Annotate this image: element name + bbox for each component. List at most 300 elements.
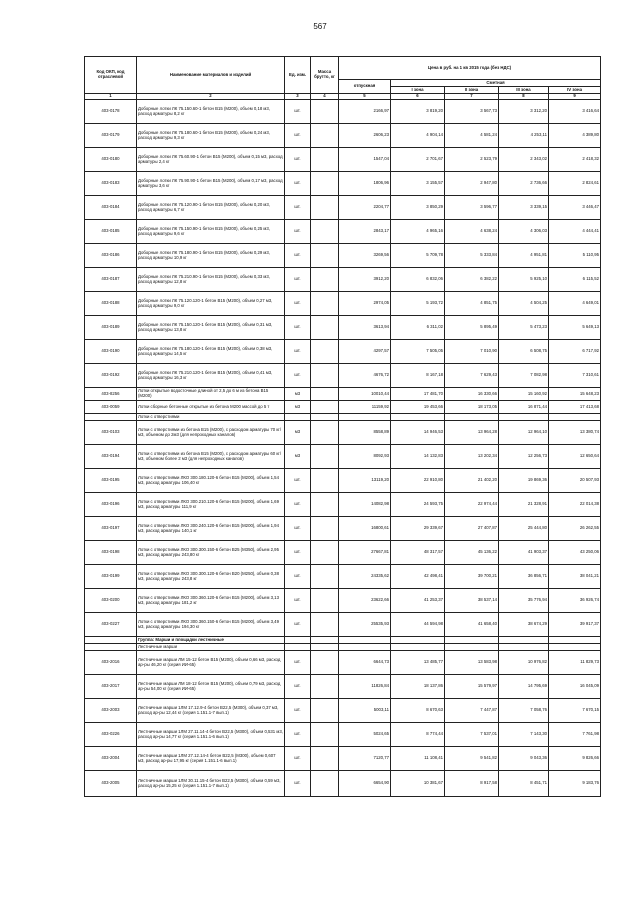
row-code <box>85 414 137 421</box>
row-code: 403-0199 <box>85 565 137 589</box>
row-name: Лотки сборные бетонные открытые из бетона М200 массой до 5 т <box>137 401 285 414</box>
row-mass <box>311 644 339 651</box>
row-zone-3-price: 7 058,76 <box>499 699 549 723</box>
table-row <box>85 220 601 244</box>
row-name: Доборные лотки ЛК 75.150.60-1 бетон В15 (М200), объем 0,18 м3, расход арматуры 8,2 кг <box>137 100 285 124</box>
row-zone-1-price: 14 946,53 <box>391 421 445 445</box>
row-zone-2-price: 7 629,43 <box>445 364 499 388</box>
row-zone-2-price: 39 700,21 <box>445 565 499 589</box>
row-unit: шт. <box>285 493 311 517</box>
row-unit: шт. <box>285 613 311 637</box>
header-unit: Ед. изм. <box>285 57 311 94</box>
row-code: 403-0188 <box>85 292 137 316</box>
table-row <box>85 565 601 589</box>
row-code: 403-0179 <box>85 124 137 148</box>
row-zone-2-price: 6 382,22 <box>445 268 499 292</box>
table-row <box>85 148 601 172</box>
header-zone-4: IV зона <box>549 87 601 94</box>
row-zone-3-price: 2 343,02 <box>499 148 549 172</box>
page-number: 567 <box>313 22 327 31</box>
row-mass <box>311 469 339 493</box>
row-zone-3-price: 19 869,36 <box>499 469 549 493</box>
table-row <box>85 493 601 517</box>
row-name: Доборные лотки ЛК 75.60.90-1 бетон В15 (М200), объем 0,15 м3, расход арматуры 2,4 кг <box>137 148 285 172</box>
table-row <box>85 340 601 364</box>
row-unit: шт. <box>285 148 311 172</box>
row-name: Лотки с отверстиями ЛКО 300.210.120-6 бетон В15 (М200), объем 1,69 м3, расход арматуры 111,9 кг <box>137 493 285 517</box>
row-unit: шт. <box>285 771 311 797</box>
row-zone-1-price: 5 709,78 <box>391 244 445 268</box>
row-zone-4-price: 9 183,76 <box>549 771 601 797</box>
row-release-price: 8092,93 <box>339 445 391 469</box>
table-row <box>85 589 601 613</box>
row-zone-4-price: 36 926,74 <box>549 589 601 613</box>
row-zone-2-price: 8 917,58 <box>445 771 499 797</box>
row-name: Доборные лотки ЛК 75.180.90-1 бетон В15 (М200), объем 0,29 м3, расход арматуры 10,9 кг <box>137 244 285 268</box>
table-row <box>85 637 601 644</box>
row-unit: шт. <box>285 100 311 124</box>
row-code: 403-0190 <box>85 340 137 364</box>
row-zone-1-price: 29 339,67 <box>391 517 445 541</box>
table-row <box>85 196 601 220</box>
row-release-price: 2843,17 <box>339 220 391 244</box>
column-number: 1 <box>85 94 137 100</box>
row-zone-2-price: 13 583,98 <box>445 651 499 675</box>
row-zone-4-price: 3 446,47 <box>549 196 601 220</box>
row-mass <box>311 124 339 148</box>
row-name: Лестничные марши 1ЛМ 27.12.14-4 бетон В22,5 (М300), объем 0,607 м3, расход ар-ры 17,95 кг (серия 1.151.1-6 вып.1) <box>137 747 285 771</box>
row-name: Лотки с отверстиями из бетона В15 (М200), с расходом арматуры 60 кг/м3, объемом более 2 м3 (для непроходных каналов) <box>137 445 285 469</box>
column-number: 7 <box>445 94 499 100</box>
table-row <box>85 469 601 493</box>
row-zone-3-price: 8 451,71 <box>499 771 549 797</box>
header-code: Код ОКП, код отраслевой <box>85 57 137 94</box>
row-zone-1-price <box>391 414 445 421</box>
column-number: 4 <box>311 94 339 100</box>
row-name: Доборные лотки ЛК 75.210.90-1 бетон В15 (М200), объем 0,33 м3, расход арматуры 12,8 кг <box>137 268 285 292</box>
row-zone-3-price: 12 256,73 <box>499 445 549 469</box>
row-code: 403-0227 <box>85 613 137 637</box>
row-zone-2-price: 18 173,05 <box>445 401 499 414</box>
header-zone-2: II зона <box>445 87 499 94</box>
row-name: Лотки с отверстиями ЛКО 300.360.120-6 бетон В15 (М200), объем 3,13 м3, расход арматуры 181,2 кг <box>137 589 285 613</box>
row-name: Лотки с отверстиями <box>137 414 285 421</box>
row-zone-4-price: 7 670,15 <box>549 699 601 723</box>
row-release-price: 3912,20 <box>339 268 391 292</box>
table-row <box>85 401 601 414</box>
row-unit <box>285 644 311 651</box>
row-zone-2-price: 15 579,97 <box>445 675 499 699</box>
row-zone-2-price: 4 581,24 <box>445 124 499 148</box>
row-zone-4-price <box>549 644 601 651</box>
row-code: 403-2004 <box>85 747 137 771</box>
row-zone-1-price: 13 485,77 <box>391 651 445 675</box>
row-zone-1-price: 8 167,18 <box>391 364 445 388</box>
row-name: Лотки с отверстиями из бетона В15 (М200), с расходом арматуры 70 кг/м3, объемом до 2м3 (для непроходных каналов) <box>137 421 285 445</box>
row-zone-2-price: 13 202,34 <box>445 445 499 469</box>
row-mass <box>311 401 339 414</box>
row-zone-2-price: 5 895,49 <box>445 316 499 340</box>
row-zone-1-price <box>391 637 445 644</box>
row-name: Лотки с отверстиями ЛКО 300.180.120-6 бетон В15 (М200), объем 1,54 м3, расход арматуры 106,40 кг <box>137 469 285 493</box>
row-zone-3-price <box>499 644 549 651</box>
table-row <box>85 541 601 565</box>
row-unit: шт. <box>285 268 311 292</box>
row-release-price: 5003,11 <box>339 699 391 723</box>
row-zone-4-price: 17 413,68 <box>549 401 601 414</box>
row-zone-2-price: 3 596,77 <box>445 196 499 220</box>
row-zone-4-price: 22 014,38 <box>549 493 601 517</box>
row-mass <box>311 651 339 675</box>
row-zone-4-price: 2 824,61 <box>549 172 601 196</box>
header-estimate: Сметная <box>391 80 601 87</box>
row-zone-3-price: 6 508,75 <box>499 340 549 364</box>
row-zone-3-price <box>499 414 549 421</box>
row-zone-3-price: 7 082,98 <box>499 364 549 388</box>
table-row <box>85 517 601 541</box>
row-unit: шт. <box>285 565 311 589</box>
row-name: Лестничные марши 1ЛМ 27.11.14-4 бетон В22,5 (М300), объем 0,531 м3, расход ар-ры 14,77 кг (серия 1.151.1-6 вып.1) <box>137 723 285 747</box>
row-code: 403-0192 <box>85 364 137 388</box>
row-zone-1-price: 6 832,06 <box>391 268 445 292</box>
table-row <box>85 414 601 421</box>
row-zone-3-price: 25 444,80 <box>499 517 549 541</box>
row-mass <box>311 421 339 445</box>
row-zone-4-price: 39 917,37 <box>549 613 601 637</box>
row-name: Доборные лотки ЛК 75.150.120-1 бетон В15 (М200), объем 0,31 м3, расход арматуры 13,8 кг <box>137 316 285 340</box>
row-release-price: 2166,97 <box>339 100 391 124</box>
row-unit: шт. <box>285 220 311 244</box>
row-code: 403-0226 <box>85 723 137 747</box>
table-row <box>85 244 601 268</box>
row-mass <box>311 747 339 771</box>
row-release-price: 14082,98 <box>339 493 391 517</box>
row-unit: шт. <box>285 651 311 675</box>
row-zone-3-price: 14 795,69 <box>499 675 549 699</box>
row-release-price: 13119,20 <box>339 469 391 493</box>
row-zone-1-price: 3 850,29 <box>391 196 445 220</box>
row-name: Лотки с отверстиями ЛКО 300.300.150-6 бетон В25 (М350), объем 2,95 м3, расход арматуры 243,80 кг <box>137 541 285 565</box>
row-zone-3-price: 35 776,94 <box>499 589 549 613</box>
row-mass <box>311 268 339 292</box>
row-unit: шт. <box>285 469 311 493</box>
row-mass <box>311 364 339 388</box>
table-row <box>85 644 601 651</box>
row-zone-1-price: 8 774,44 <box>391 723 445 747</box>
row-name: Доборные лотки ЛК 75.210.120-1 бетон В15 (М200), объем 0,41 м3, расход арматуры 16,3 кг <box>137 364 285 388</box>
row-zone-2-price <box>445 644 499 651</box>
table-row <box>85 699 601 723</box>
row-zone-3-price: 21 328,91 <box>499 493 549 517</box>
row-zone-2-price: 7 010,90 <box>445 340 499 364</box>
row-name: Лотки с отверстиями ЛКО 300.360.150-6 бетон В15 (М200), объем 3,49 м3, расход арматуры 194,30 кг <box>137 613 285 637</box>
row-zone-1-price: 5 193,72 <box>391 292 445 316</box>
row-unit: шт. <box>285 747 311 771</box>
row-zone-2-price: 7 447,87 <box>445 699 499 723</box>
row-code: 403-0196 <box>85 493 137 517</box>
row-zone-2-price: 45 136,22 <box>445 541 499 565</box>
row-zone-3-price: 7 143,30 <box>499 723 549 747</box>
row-code <box>85 644 137 651</box>
row-release-price: 11826,84 <box>339 675 391 699</box>
row-zone-2-price: 27 407,87 <box>445 517 499 541</box>
row-zone-3-price: 3 312,20 <box>499 100 549 124</box>
row-zone-4-price: 6 717,92 <box>549 340 601 364</box>
row-code: 403-0184 <box>85 196 137 220</box>
row-zone-1-price: 48 317,57 <box>391 541 445 565</box>
row-code: 403-2017 <box>85 675 137 699</box>
table-row <box>85 445 601 469</box>
row-zone-3-price: 41 903,37 <box>499 541 549 565</box>
row-zone-4-price: 2 418,32 <box>549 148 601 172</box>
row-mass <box>311 445 339 469</box>
row-zone-1-price: 44 594,98 <box>391 613 445 637</box>
row-release-price: 10010,44 <box>339 388 391 401</box>
row-mass <box>311 148 339 172</box>
row-zone-2-price: 9 541,82 <box>445 747 499 771</box>
row-zone-1-price: 41 253,37 <box>391 589 445 613</box>
row-unit: м3 <box>285 401 311 414</box>
row-zone-4-price: 6 115,52 <box>549 268 601 292</box>
row-zone-1-price: 2 701,67 <box>391 148 445 172</box>
row-mass <box>311 675 339 699</box>
row-code: 403-2003 <box>85 699 137 723</box>
row-zone-3-price: 4 306,03 <box>499 220 549 244</box>
row-unit: м3 <box>285 445 311 469</box>
row-zone-1-price: 3 819,20 <box>391 100 445 124</box>
table-row <box>85 421 601 445</box>
row-zone-4-price: 20 507,93 <box>549 469 601 493</box>
row-zone-2-price: 2 947,80 <box>445 172 499 196</box>
row-name: Лотки открытые водосточные длиной от 2,5 до 6 м из бетона В15 (М200) <box>137 388 285 401</box>
row-name: Доборные лотки ЛК 75.120.120-1 бетон В15 (М200), объем 0,27 м3, расход арматуры 9,0 кг <box>137 292 285 316</box>
row-unit: м3 <box>285 388 311 401</box>
row-unit: шт. <box>285 517 311 541</box>
row-code: 403-0185 <box>85 220 137 244</box>
row-unit: шт. <box>285 675 311 699</box>
row-code: 403-0180 <box>85 148 137 172</box>
row-zone-1-price: 6 311,02 <box>391 316 445 340</box>
row-mass <box>311 220 339 244</box>
row-zone-4-price: 38 041,21 <box>549 565 601 589</box>
row-code: 403-0187 <box>85 268 137 292</box>
row-release-price: 2606,23 <box>339 124 391 148</box>
row-code: 403-0103 <box>85 421 137 445</box>
table-row <box>85 388 601 401</box>
row-name: Лестничные марши <box>137 644 285 651</box>
row-code: 403-0197 <box>85 517 137 541</box>
row-zone-4-price: 3 416,64 <box>549 100 601 124</box>
row-zone-4-price: 4 444,41 <box>549 220 601 244</box>
row-zone-1-price: 22 910,80 <box>391 469 445 493</box>
price-table <box>84 56 601 797</box>
row-zone-2-price: 16 330,66 <box>445 388 499 401</box>
row-code: 403-8256 <box>85 388 137 401</box>
header-price-group: Цена в руб. на 1 кв 2015 года (без НДС) <box>339 57 601 80</box>
row-name: Доборные лотки ЛК 75.180.120-1 бетон В15 (М200), объем 0,38 м3, расход арматуры 14,5 кг <box>137 340 285 364</box>
table-row <box>85 723 601 747</box>
row-zone-1-price: 11 108,41 <box>391 747 445 771</box>
row-mass <box>311 613 339 637</box>
row-zone-4-price: 16 045,09 <box>549 675 601 699</box>
row-mass <box>311 388 339 401</box>
row-name: Группа: Марши и площадки лестничные <box>137 637 285 644</box>
row-code: 403-0178 <box>85 100 137 124</box>
row-zone-1-price: 4 904,14 <box>391 124 445 148</box>
column-number: 2 <box>137 94 285 100</box>
row-unit: шт. <box>285 124 311 148</box>
row-zone-2-price: 4 638,24 <box>445 220 499 244</box>
row-zone-2-price: 22 974,44 <box>445 493 499 517</box>
row-release-price: 16800,61 <box>339 517 391 541</box>
row-unit: шт. <box>285 292 311 316</box>
row-zone-3-price: 36 856,71 <box>499 565 549 589</box>
row-zone-4-price: 26 262,55 <box>549 517 601 541</box>
row-mass <box>311 589 339 613</box>
table-row <box>85 172 601 196</box>
row-zone-3-price: 4 504,25 <box>499 292 549 316</box>
row-name: Лестничные марши 1ЛМ 30.11.15-4 бетон В22,5 (М300), объем 0,59 м3, расход ар-ры 15,25 кг (серия 1.151.1-7 вып.1) <box>137 771 285 797</box>
table-row <box>85 675 601 699</box>
row-zone-3-price <box>499 637 549 644</box>
row-zone-1-price: 17 481,70 <box>391 388 445 401</box>
row-mass <box>311 414 339 421</box>
row-release-price: 4676,72 <box>339 364 391 388</box>
row-mass <box>311 172 339 196</box>
row-zone-4-price <box>549 637 601 644</box>
row-unit: шт. <box>285 172 311 196</box>
header-zone-1: I зона <box>391 87 445 94</box>
row-unit: шт. <box>285 316 311 340</box>
row-zone-4-price: 9 826,66 <box>549 747 601 771</box>
row-zone-1-price: 19 453,66 <box>391 401 445 414</box>
row-release-price: 5024,65 <box>339 723 391 747</box>
row-release-price: 11159,92 <box>339 401 391 414</box>
row-zone-2-price: 2 523,79 <box>445 148 499 172</box>
row-release-price: 24335,62 <box>339 565 391 589</box>
row-release-price: 1547,04 <box>339 148 391 172</box>
table-row <box>85 364 601 388</box>
table-row <box>85 124 601 148</box>
row-release-price: 2204,77 <box>339 196 391 220</box>
row-zone-4-price: 4 649,01 <box>549 292 601 316</box>
row-name: Лестничные марши 1ЛМ 17.12.9-4 бетон В22,5 (М300), объем 0,37 м3, расход ар-ры 12,44 кг (серия 1.151.1-7 вып.1) <box>137 699 285 723</box>
row-zone-2-price: 4 851,75 <box>445 292 499 316</box>
row-unit: шт. <box>285 723 311 747</box>
table-row <box>85 651 601 675</box>
row-zone-3-price: 2 736,66 <box>499 172 549 196</box>
row-zone-2-price: 21 402,20 <box>445 469 499 493</box>
header-mass: Масса брутто, кг <box>311 57 339 94</box>
row-zone-1-price: 4 965,16 <box>391 220 445 244</box>
row-mass <box>311 723 339 747</box>
row-zone-4-price: 5 110,95 <box>549 244 601 268</box>
row-unit: шт. <box>285 699 311 723</box>
row-zone-2-price: 13 964,28 <box>445 421 499 445</box>
row-code: 403-0195 <box>85 469 137 493</box>
row-zone-1-price: 3 155,57 <box>391 172 445 196</box>
row-code: 403-0186 <box>85 244 137 268</box>
table-row <box>85 316 601 340</box>
row-mass <box>311 565 339 589</box>
row-zone-2-price: 7 537,01 <box>445 723 499 747</box>
column-number: 9 <box>549 94 601 100</box>
table-row <box>85 268 601 292</box>
row-unit <box>285 637 311 644</box>
column-number: 3 <box>285 94 311 100</box>
row-release-price <box>339 637 391 644</box>
row-release-price: 23622,66 <box>339 589 391 613</box>
row-mass <box>311 316 339 340</box>
row-release-price: 7120,77 <box>339 747 391 771</box>
row-mass <box>311 699 339 723</box>
row-name: Лотки с отверстиями ЛКО 300.300.120-6 бетон В20 (М250), объем 0,38 м3, расход арматуры 243,8 кг <box>137 565 285 589</box>
row-zone-4-price: 4 389,80 <box>549 124 601 148</box>
table-row <box>85 771 601 797</box>
row-zone-4-price: 43 250,06 <box>549 541 601 565</box>
row-zone-4-price: 15 648,23 <box>549 388 601 401</box>
header-release: отпускная <box>339 80 391 94</box>
row-unit: шт. <box>285 340 311 364</box>
row-release-price: 2974,05 <box>339 292 391 316</box>
row-zone-3-price: 12 964,10 <box>499 421 549 445</box>
row-release-price: 3613,94 <box>339 316 391 340</box>
row-code: 403-0059 <box>85 401 137 414</box>
row-zone-3-price: 16 871,44 <box>499 401 549 414</box>
row-release-price: 8558,89 <box>339 421 391 445</box>
table-row <box>85 292 601 316</box>
header-zone-3: III зона <box>499 87 549 94</box>
row-zone-2-price <box>445 414 499 421</box>
row-name: Доборные лотки ЛК 75.120.90-1 бетон В15 (М200), объем 0,20 м3, расход арматуры 6,7 кг <box>137 196 285 220</box>
row-name: Доборные лотки ЛК 75.150.90-1 бетон В15 (М200), объем 0,25 м3, расход арматуры 9,6 кг <box>137 220 285 244</box>
row-mass <box>311 771 339 797</box>
row-zone-4-price: 7 761,98 <box>549 723 601 747</box>
row-mass <box>311 292 339 316</box>
row-unit: шт. <box>285 244 311 268</box>
row-zone-3-price: 4 253,11 <box>499 124 549 148</box>
row-code: 403-0198 <box>85 541 137 565</box>
column-number: 8 <box>499 94 549 100</box>
row-mass <box>311 100 339 124</box>
row-release-price <box>339 644 391 651</box>
row-name: Доборные лотки ЛК 75.180.60-1 бетон В15 (М200), объем 0,24 м3, расход арматуры 9,3 кг <box>137 124 285 148</box>
row-unit: м3 <box>285 421 311 445</box>
table-row <box>85 613 601 637</box>
row-zone-1-price: 8 670,63 <box>391 699 445 723</box>
row-zone-3-price: 3 339,15 <box>499 196 549 220</box>
row-zone-4-price: 11 829,73 <box>549 651 601 675</box>
row-mass <box>311 517 339 541</box>
row-mass <box>311 244 339 268</box>
row-zone-2-price: 38 537,14 <box>445 589 499 613</box>
row-zone-3-price: 4 951,81 <box>499 244 549 268</box>
row-code: 403-2016 <box>85 651 137 675</box>
row-code: 403-0194 <box>85 445 137 469</box>
table-row <box>85 747 601 771</box>
row-zone-3-price: 9 043,36 <box>499 747 549 771</box>
row-unit: шт. <box>285 196 311 220</box>
table-row <box>85 100 601 124</box>
row-code: 403-0189 <box>85 316 137 340</box>
column-number: 5 <box>339 94 391 100</box>
row-zone-4-price: 7 310,61 <box>549 364 601 388</box>
row-release-price <box>339 414 391 421</box>
row-zone-1-price: 18 137,86 <box>391 675 445 699</box>
row-name: Лотки с отверстиями ЛКО 300.240.120-6 бетон В15 (М200), объем 1,94 м3, расход арматуры 140,1 кг <box>137 517 285 541</box>
row-zone-3-price: 10 976,82 <box>499 651 549 675</box>
row-name: Доборные лотки ЛК 75.90.90-1 бетон В15 (М200), объем 0,17 м3, расход арматуры 3,6 кг <box>137 172 285 196</box>
